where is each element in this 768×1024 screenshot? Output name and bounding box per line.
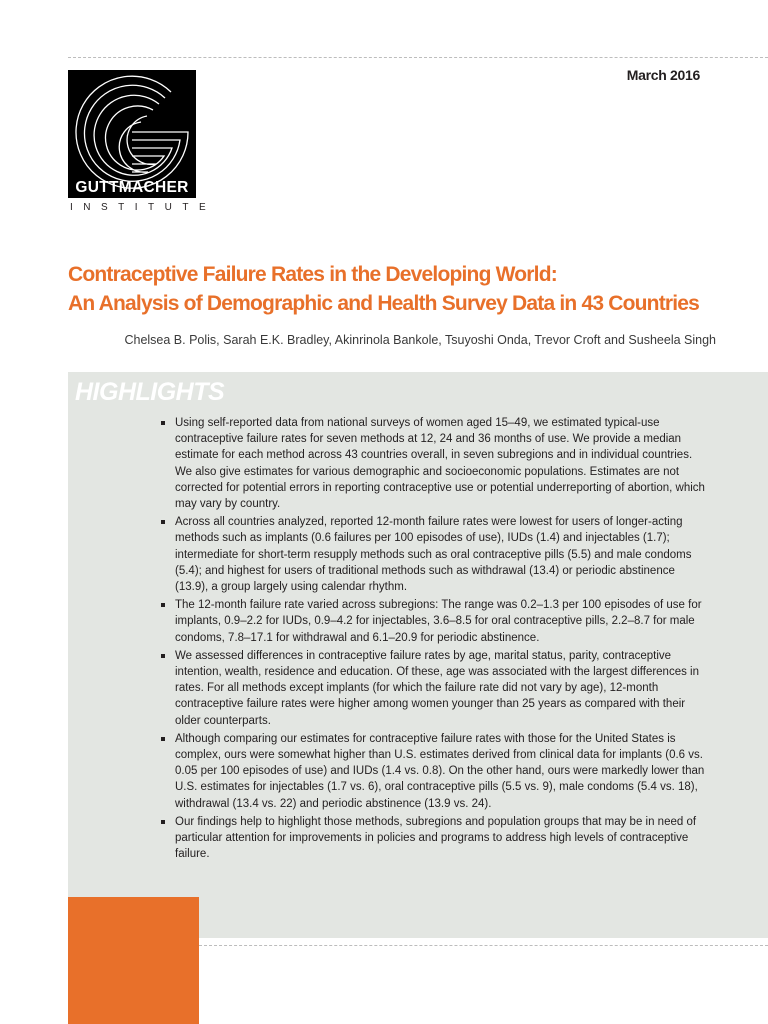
- highlight-item: Although comparing our estimates for contraceptive failure rates with those for the United States is complex, ours were somewhat higher than U.S. estimates derived from clinical data for implants (0.6 vs. 0.05 per 100 episodes of use) and IUDs (1.4 vs. 0.8). On the other hand, ours were markedly lower than U.S. estimates for injectables (1.7 vs. 6), oral contraceptive pills (5.5 vs. 9), male condoms (5.4 vs. 18), withdrawal (13.4 vs. 22) and periodic abstinence (13.9 vs. 24).: [160, 731, 705, 812]
- top-divider: [68, 57, 768, 58]
- authors: Chelsea B. Polis, Sarah E.K. Bradley, Akinrinola Bankole, Tsuyoshi Onda, Trevor Croft and Susheela Singh: [124, 333, 716, 347]
- highlights-panel: [68, 372, 768, 938]
- highlight-item: Using self-reported data from national surveys of women aged 15–49, we estimated typical-use contraceptive failure rates for seven methods at 12, 24 and 36 months of use. We provide a median estimate for each method across 43 countries overall, in seven subregions and in individual countries. We also give estimates for various demographic and socioeconomic populations. Estimates are not corrected for potential errors in reporting contraceptive use or potential underreporting of abortion, which may vary by country.: [160, 415, 705, 512]
- highlight-item: The 12-month failure rate varied across subregions: The range was 0.2–1.3 per 100 episodes of use for implants, 0.9–2.2 for IUDs, 0.9–4.2 for injectables, 3.6–8.5 for oral contraceptive pills, 2.2–8.7 for male condoms, 7.8–17.1 for withdrawal and 6.1–20.9 for periodic abstinence.: [160, 597, 705, 646]
- logo-name: GUTTMACHER: [75, 179, 189, 196]
- highlight-item: We assessed differences in contraceptive failure rates by age, marital status, parity, contraceptive intention, wealth, residence and education. Of these, age was associated with the largest differences in rates. For all methods except implants (for which the failure rate did not vary by age), 12-month contraceptive failure rates were higher among women younger than 25 years as compared with their older counterparts.: [160, 648, 705, 729]
- publication-date: March 2016: [626, 67, 700, 83]
- highlights-list: [160, 415, 705, 864]
- highlights-heading: HIGHLIGHTS: [75, 378, 225, 406]
- highlight-item: Across all countries analyzed, reported 12-month failure rates were lowest for users of longer-acting methods such as implants (0.6 failures per 100 episodes of use), IUDs (1.4) and injectables (1.7); intermediate for short-term resupply methods such as oral contraceptive pills (5.5) and male condoms (5.4); and highest for users of traditional methods such as withdrawal (13.4) or periodic abstinence (13.9), a group largely using calendar rhythm.: [160, 514, 705, 595]
- document-title: [68, 260, 748, 318]
- bottom-divider: [199, 945, 768, 946]
- logo-mark: [68, 70, 196, 198]
- guttmacher-logo: [68, 70, 217, 213]
- highlight-item: Our findings help to highlight those methods, subregions and population groups that may be in need of particular attention for improvements in policies and programs to address high levels of contraceptive failure.: [160, 814, 705, 863]
- title-line-1: Contraceptive Failure Rates in the Developing World:: [68, 263, 557, 286]
- logo-subtitle: INSTITUTE: [70, 202, 217, 213]
- orange-accent-block: [68, 897, 199, 1024]
- title-line-2: An Analysis of Demographic and Health Survey Data in 43 Countries: [68, 292, 700, 315]
